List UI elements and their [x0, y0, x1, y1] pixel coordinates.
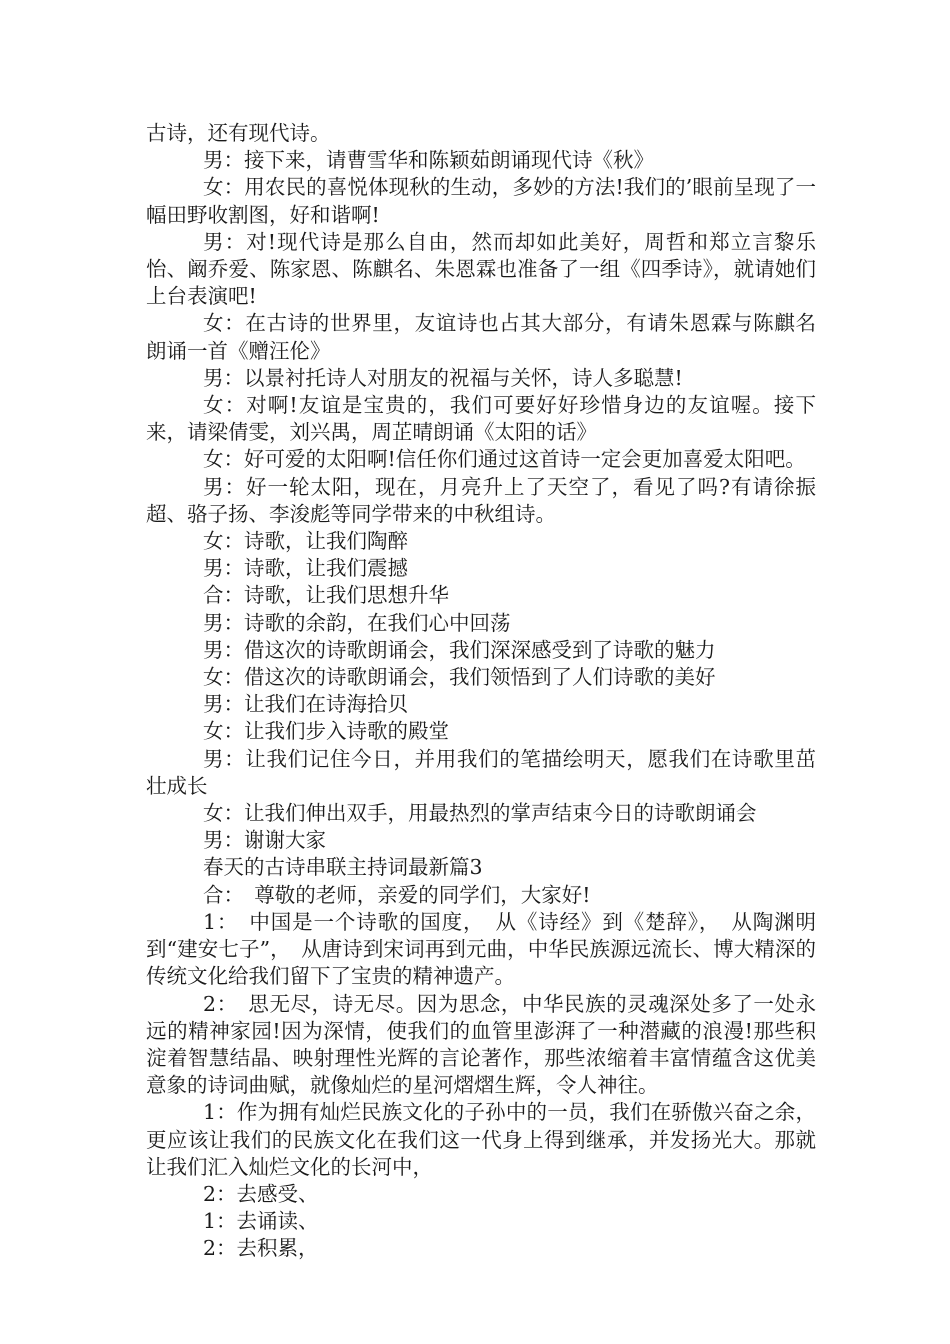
paragraph: 女：在古诗的世界里，友谊诗也占其大部分，有请朱恩霖与陈麒名朗诵一首《赠汪伦》 — [146, 311, 816, 363]
paragraph: 男：让我们在诗海拾贝 — [203, 692, 408, 717]
paragraph: 2： 思无尽，诗无尽。因为思念，中华民族的灵魂深处多了一处永远的精神家园!因为深情，使我们的血管里澎湃了一种潜藏的浪漫!那些积淀着智慧结晶、映射理性光辉的言论著作，那些浓缩着丰富情蕴含这优美意象的诗词曲赋，就像灿烂的星河熠熠生辉，令人神往。 — [146, 991, 816, 1098]
paragraph: 2：去积累， — [203, 1236, 319, 1261]
paragraph: 男：诗歌，让我们震撼 — [203, 556, 408, 581]
paragraph: 女：用农民的喜悦体现秋的生动，多妙的方法!我们的’眼前呈现了一幅田野收割图，好和谐啊! — [146, 175, 816, 227]
paragraph: 春天的古诗串联主持词最新篇3 — [203, 855, 483, 880]
document-body — [146, 120, 816, 1263]
paragraph: 男：对!现代诗是那么自由，然而却如此美好，周哲和郑立言黎乐怡、阚乔爱、陈家恩、陈麒名、朱恩霖也准备了一组《四季诗》，就请她们上台表演吧! — [146, 229, 816, 309]
paragraph: 1：作为拥有灿烂民族文化的子孙中的一员，我们在骄傲兴奋之余，更应该让我们的民族文化在我们这一代身上得到继承，并发扬光大。那就让我们汇入灿烂文化的长河中， — [146, 1100, 816, 1179]
paragraph: 1：去诵读、 — [203, 1209, 319, 1234]
paragraph: 女：让我们伸出双手，用最热烈的掌声结束今日的诗歌朗诵会 — [203, 801, 757, 826]
paragraph: 男：让我们记住今日，并用我们的笔描绘明天，愿我们在诗歌里茁壮成长 — [146, 746, 816, 798]
paragraph: 男：诗歌的余韵，在我们心中回荡 — [203, 610, 511, 635]
paragraph: 女：让我们步入诗歌的殿堂 — [203, 719, 449, 744]
paragraph: 男：接下来，请曹雪华和陈颖茹朗诵现代诗《秋》 — [203, 148, 654, 173]
paragraph: 男：谢谢大家 — [203, 828, 326, 853]
paragraph: 男：好一轮太阳，现在，月亮升上了天空了，看见了吗?有请徐振超、骆子扬、李浚彪等同学带来的中秋组诗。 — [146, 474, 816, 526]
paragraph: 1： 中国是一个诗歌的国度， 从《诗经》到《楚辞》， 从陶渊明到“建安七子”， 从唐诗到宋词再到元曲，中华民族源远流长、博大精深的传统文化给我们留下了宝贵的精神遗产。 — [146, 909, 816, 989]
paragraph: 古诗，还有现代诗。 — [146, 121, 331, 145]
paragraph: 男：以景衬托诗人对朋友的祝福与关怀，诗人多聪慧! — [203, 365, 683, 390]
paragraph: 合： 尊敬的老师，亲爱的同学们，大家好! — [203, 882, 591, 907]
paragraph: 女：诗歌，让我们陶醉 — [203, 529, 408, 554]
paragraph: 男：借这次的诗歌朗诵会，我们深深感受到了诗歌的魅力 — [203, 637, 716, 662]
paragraph: 女：好可爱的太阳啊!信任你们通过这首诗一定会更加喜爱太阳吧。 — [203, 447, 806, 472]
paragraph: 女：借这次的诗歌朗诵会，我们领悟到了人们诗歌的美好 — [203, 665, 716, 690]
paragraph: 女：对啊!友谊是宝贵的，我们可要好好珍惜身边的友谊喔。接下来，请梁倩雯，刘兴禺，周芷晴朗诵《太阳的话》 — [146, 393, 816, 445]
paragraph: 2：去感受、 — [203, 1181, 319, 1206]
paragraph: 合：诗歌，让我们思想升华 — [203, 583, 449, 608]
